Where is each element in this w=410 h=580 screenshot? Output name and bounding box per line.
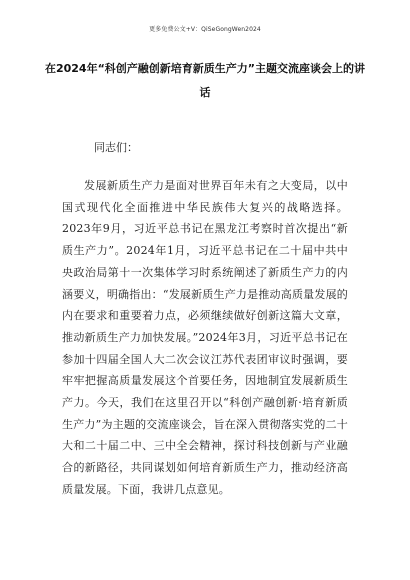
body-paragraph: 发展新质生产力是面对世界百年未有之大变局，以中国式现代化全面推进中华民族伟大复兴的战略选择。2023年9月，习近平总书记在黑龙江考察时首次提出“新质生产力”。2024年1月，习近平总书记在二十届中共中央政治局第十一次集体学习时系统阐述了新质生产力的内涵要义，明确指出：“发展新质生产力是推动高质量发展的内在要求和重要着力点，必须继续做好创新这篇大文章，推动新质生产力加快发展。”2024年3月，习近平总书记在参加十四届全国人大二次会议江苏代表团审议时强调，要牢牢把握高质量发展这个首要任务，因地制宜发展新质生产力。今天，我们在这里召开以“科创产融创新·培育新质生产力”为主题的交流座谈会，旨在深入贯彻落实党的二十大和二十届二中、三中全会精神，探讨科技创新与产业融合的新路径，共同谋划如何培育新质生产力，推动经济高质量发展。下面，我讲几点意见。 — [62, 179, 348, 496]
document-title: 在2024年“科创产融创新培育新质生产力”主题交流座谈会上的讲话 — [44, 62, 366, 99]
salutation: 同志们： — [94, 141, 138, 154]
header-note: 更多免费公文+V：QiSeGongWen2024 — [149, 26, 261, 33]
